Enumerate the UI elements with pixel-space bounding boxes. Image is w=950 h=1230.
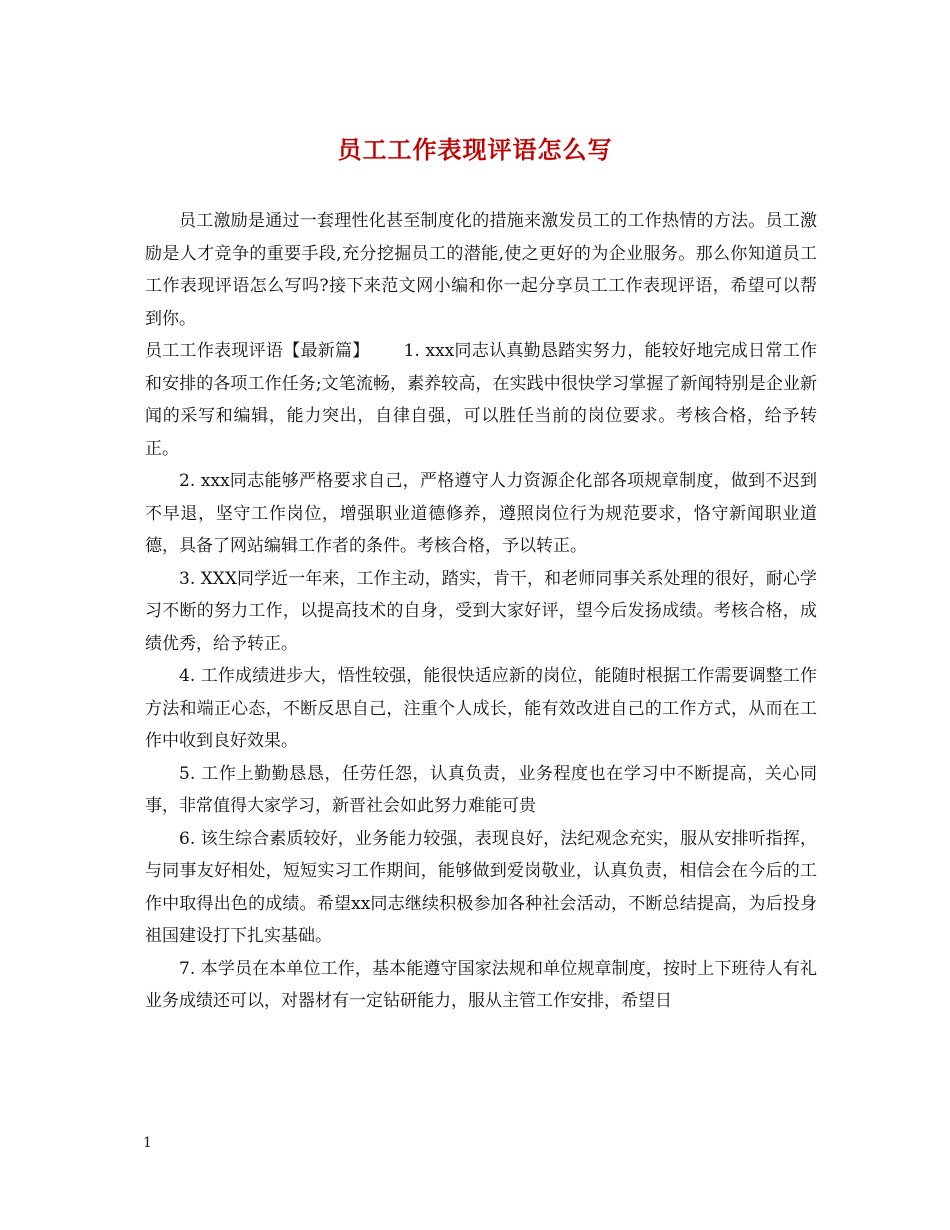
item-4-paragraph: 4. 工作成绩进步大，悟性较强，能很快适应新的岗位，能随时根据工作需要调整工作方法和端正心态，不断反思自己，注重个人成长，能有效改进自己的工作方式，从而在工作中收到良好效果。 (145, 666, 817, 751)
section-paragraph (145, 335, 817, 465)
item-3-paragraph: 3. XXX同学近一年来，工作主动，踏实，肯干，和老师同事关系处理的很好，耐心学习不断的努力工作，以提高技术的自身，受到大家好评，望今后发扬成绩。考核合格，成绩优秀，给予转正。 (145, 568, 817, 654)
item-5-paragraph: 5. 工作上勤勤恳恳，任劳任怨，认真负责，业务程度也在学习中不断提高，关心同事，非常值得大家学习，新晋社会如此努力难能可贵 (145, 763, 817, 816)
document-title: 员工工作表现评语怎么写 (337, 135, 613, 164)
intro-paragraph: 员工激励是通过一套理性化甚至制度化的措施来激发员工的工作热情的方法。员工激励是人才竞争的重要手段,充分挖掘员工的潜能,使之更好的为企业服务。那么你知道员工工作表现评语怎么写吗?接下来范文网小编和你一起分享员工工作表现评语，希望可以帮到你。 (145, 211, 817, 329)
item-6-paragraph: 6. 该生综合素质较好，业务能力较强，表现良好，法纪观念充实，服从安排听指挥，与同事友好相处，短短实习工作期间，能够做到爱岗敬业，认真负责，相信会在今后的工作中取得出色的成绩。希望xx同志继续积极参加各种社会活动，不断总结提高，为后投身祖国建设打下扎实基础。 (145, 828, 817, 946)
item-2-paragraph: 2. xxx同志能够严格要求自己，严格遵守人力资源企化部各项规章制度，做到不迟到不早退，坚守工作岗位，增强职业道德修养，遵照岗位行为规范要求，恪守新闻职业道德，具备了网站编辑工作者的条件。考核合格，予以转正。 (145, 471, 817, 556)
section-heading: 员工工作表现评语【最新篇】 (145, 341, 370, 361)
page-number: 1 (143, 1135, 152, 1151)
document-body (145, 205, 817, 1018)
item-7-paragraph: 7. 本学员在本单位工作，基本能遵守国家法规和单位规章制度，按时上下班待人有礼业务成绩还可以，对器材有一定钻研能力，服从主管工作安排，希望日 (145, 958, 817, 1011)
item-1-text: 1. xxx同志认真勤恳踏实努力，能较好地完成日常工作和安排的各项工作任务;文笔流畅，素养较高，在实践中很快学习掌握了新闻特别是企业新闻的采写和编辑，能力突出，自律自强，可以胜任当前的岗位要求。考核合格，给予转正。 (145, 341, 817, 459)
